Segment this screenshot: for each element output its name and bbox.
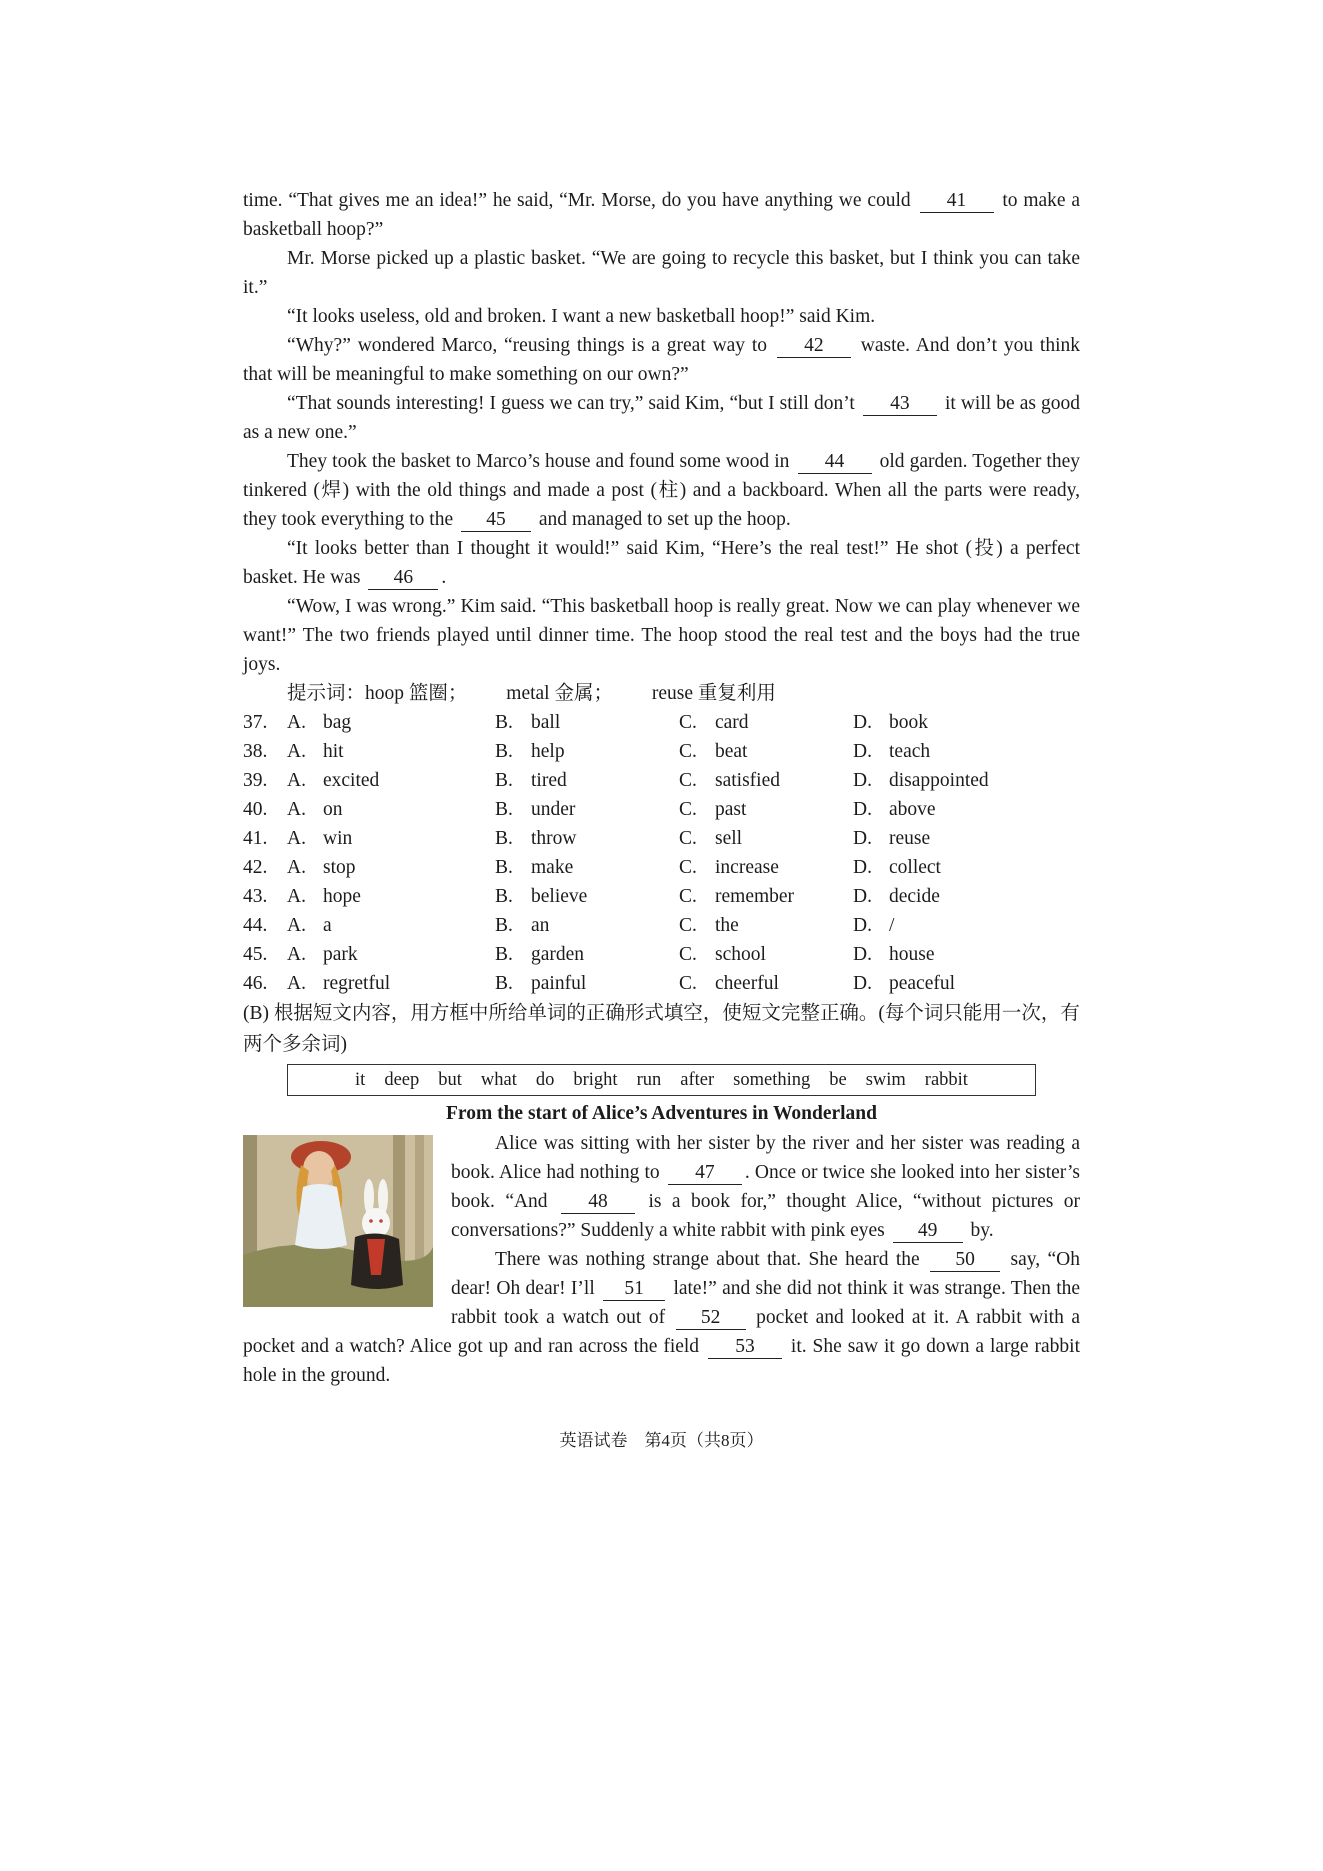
paragraph-text: is a book for,” thought Alice, “without pictures or conversations?” Suddenly a white rabbit with pink eyes: [451, 1191, 1080, 1241]
option-letter: D.: [853, 741, 872, 762]
question-row: [243, 969, 1080, 998]
answer-option[interactable]: [495, 708, 679, 737]
paragraph-text: “It looks better than I thought it would!” said Kim, “Here’s the real test!” He shot (投) a perfect basket. He was: [243, 538, 1080, 588]
blank-48[interactable]: 48: [561, 1191, 635, 1214]
option-text: school: [715, 944, 766, 965]
answer-option[interactable]: [287, 795, 495, 824]
answer-option[interactable]: [679, 969, 853, 998]
option-text: garden: [531, 944, 585, 965]
option-letter: B.: [495, 799, 513, 820]
paragraph-text: by.: [970, 1220, 994, 1241]
option-letter: A.: [287, 886, 306, 907]
answer-option[interactable]: [853, 882, 1023, 911]
question-number: 44.: [243, 915, 268, 936]
hint-item: hoop 篮圈；: [365, 683, 468, 704]
paragraph-text: “That sounds interesting! I guess we can try,” said Kim, “but I still don’t: [287, 393, 855, 414]
paragraph-text: old garden. Together they tinkered (焊) with the old things and made a post (柱) and a backboard. When all the parts were ready, they took everything to the: [243, 451, 1081, 530]
alice-and-rabbit-picture: [243, 1135, 433, 1307]
question-row: [243, 940, 1080, 969]
option-text: teach: [889, 741, 931, 762]
option-letter: A.: [287, 828, 306, 849]
question-row: [243, 795, 1080, 824]
blank-50[interactable]: 50: [930, 1249, 1000, 1272]
story-title: From the start of Alice’s Adventures in Wonderland: [446, 1103, 877, 1124]
passage-paragraph: “Wow, I was wrong.” Kim said. “This basketball hoop is really great. Now we can play whenever we want!” The two friends played until dinner time. The hoop stood the real test and the boys had the true joys.: [243, 596, 1080, 675]
option-letter: C.: [679, 712, 697, 733]
option-letter: C.: [679, 799, 697, 820]
option-letter: B.: [495, 770, 513, 791]
paragraph-text: waste. And don’t you think that will be meaningful to make something on our own?”: [243, 335, 1081, 385]
option-text: help: [531, 741, 565, 762]
option-text: satisfied: [715, 770, 780, 791]
question-list: [243, 708, 1080, 998]
option-text: /: [889, 915, 895, 936]
story-section: [243, 1129, 1080, 1390]
answer-option[interactable]: [853, 940, 1023, 969]
option-text: make: [531, 857, 574, 878]
paragraph-text: late!” and she did not think it was strange. Then the rabbit took a watch out of: [451, 1278, 1081, 1328]
paragraph-text: “Why?” wondered Marco, “reusing things is a great way to: [287, 335, 768, 356]
option-letter: B.: [495, 886, 513, 907]
word-box-word: be: [829, 1069, 847, 1090]
answer-option[interactable]: [679, 882, 853, 911]
word-box-word: swim: [865, 1069, 906, 1090]
paragraph-text: time. “That gives me an idea!” he said, “Mr. Morse, do you have anything we could: [243, 190, 911, 211]
option-letter: A.: [287, 857, 306, 878]
blank-43[interactable]: 43: [863, 393, 937, 416]
part-b-instruction: (B) 根据短文内容，用方框中所给单词的正确形式填空，使短文完整正确。(每个词只能用一次，有两个多余词): [243, 1003, 1080, 1055]
option-text: park: [323, 944, 358, 965]
hint-item: metal 金属；: [506, 683, 613, 704]
option-text: under: [531, 799, 576, 820]
option-letter: B.: [495, 915, 513, 936]
answer-option[interactable]: [287, 737, 495, 766]
word-box-word: rabbit: [924, 1069, 968, 1090]
question-number: 43.: [243, 886, 268, 907]
option-text: hope: [323, 886, 361, 907]
option-text: increase: [715, 857, 779, 878]
answer-option[interactable]: [287, 882, 495, 911]
option-text: reuse: [889, 828, 931, 849]
word-box-word: run: [636, 1069, 662, 1090]
blank-42[interactable]: 42: [777, 335, 851, 358]
option-text: a: [323, 915, 332, 936]
option-text: tired: [531, 770, 567, 791]
option-letter: D.: [853, 973, 872, 994]
hint-label: 提示词：: [287, 683, 366, 704]
paragraph-text: They took the basket to Marco’s house and found some wood in: [287, 451, 790, 472]
option-letter: C.: [679, 741, 697, 762]
answer-option[interactable]: [679, 911, 853, 940]
hint-words: [243, 679, 1080, 708]
option-letter: A.: [287, 770, 306, 791]
option-letter: C.: [679, 944, 697, 965]
blank-51[interactable]: 51: [603, 1278, 665, 1301]
passage-paragraph: Mr. Morse picked up a plastic basket. “We are going to recycle this basket, but I think you can take it.”: [243, 248, 1080, 298]
blank-52[interactable]: 52: [676, 1307, 746, 1330]
option-text: excited: [323, 770, 380, 791]
option-text: beat: [715, 741, 748, 762]
option-letter: D.: [853, 915, 872, 936]
option-letter: C.: [679, 828, 697, 849]
option-letter: B.: [495, 857, 513, 878]
option-text: above: [889, 799, 936, 820]
option-letter: D.: [853, 944, 872, 965]
question-number: 38.: [243, 741, 268, 762]
option-text: win: [323, 828, 353, 849]
option-text: on: [323, 799, 343, 820]
answer-option[interactable]: [495, 766, 679, 795]
option-letter: B.: [495, 973, 513, 994]
question-row: [243, 737, 1080, 766]
answer-option[interactable]: [495, 911, 679, 940]
answer-option[interactable]: [853, 969, 1023, 998]
page-footer: 英语试卷 第4页（共8页）: [559, 1431, 764, 1450]
paragraph-text: pocket and looked at it. A rabbit with a pocket and a watch? Alice got up and ran across the field: [243, 1307, 1080, 1357]
word-box-word: what: [480, 1069, 517, 1090]
option-letter: D.: [853, 857, 872, 878]
blank-46[interactable]: 46: [368, 567, 438, 590]
answer-option[interactable]: [679, 824, 853, 853]
answer-option[interactable]: [679, 940, 853, 969]
paragraph-text: .: [441, 567, 447, 588]
passage-paragraph: “It looks useless, old and broken. I want a new basketball hoop!” said Kim.: [287, 306, 876, 327]
paragraph-text: There was nothing strange about that. She heard the: [495, 1249, 920, 1270]
word-box-word: something: [733, 1069, 811, 1090]
paragraph-text: say, “Oh dear! Oh dear! I’ll: [451, 1249, 1081, 1299]
question-row: [243, 708, 1080, 737]
paragraph-text: it. She saw it go down a large rabbit hole in the ground.: [243, 1336, 1080, 1386]
option-letter: C.: [679, 973, 697, 994]
paragraph-text: and managed to set up the hoop.: [538, 509, 791, 530]
word-box-word: deep: [384, 1069, 420, 1090]
answer-option[interactable]: [679, 708, 853, 737]
option-letter: C.: [679, 857, 697, 878]
answer-option[interactable]: [679, 766, 853, 795]
paragraph-text: to make a basketball hoop?”: [243, 190, 1081, 240]
option-letter: A.: [287, 915, 306, 936]
question-row: [243, 766, 1080, 795]
option-letter: D.: [853, 712, 872, 733]
option-letter: B.: [495, 944, 513, 965]
option-letter: D.: [853, 770, 872, 791]
word-box-word: do: [535, 1069, 555, 1090]
passage-paragraph: [243, 389, 1080, 447]
option-text: believe: [531, 886, 588, 907]
option-text: ball: [531, 712, 561, 733]
option-text: throw: [531, 828, 577, 849]
exam-page: [243, 186, 1080, 1390]
answer-option[interactable]: [495, 882, 679, 911]
answer-option[interactable]: [287, 824, 495, 853]
option-text: hit: [323, 741, 344, 762]
passage-paragraph: [243, 186, 1080, 244]
blank-41[interactable]: 41: [920, 190, 994, 213]
answer-option[interactable]: [853, 824, 1023, 853]
option-text: card: [715, 712, 749, 733]
option-letter: D.: [853, 828, 872, 849]
word-box: [287, 1064, 1036, 1096]
option-text: house: [889, 944, 935, 965]
option-text: the: [715, 915, 739, 936]
question-row: [243, 911, 1080, 940]
option-text: regretful: [323, 973, 391, 994]
option-text: remember: [715, 886, 795, 907]
hint-item: reuse 重复利用: [651, 683, 776, 704]
answer-option[interactable]: [287, 940, 495, 969]
question-number: 40.: [243, 799, 268, 820]
question-row: [243, 882, 1080, 911]
answer-option[interactable]: [287, 853, 495, 882]
word-box-word: it: [355, 1069, 366, 1090]
answer-option[interactable]: [287, 708, 495, 737]
blank-45[interactable]: 45: [461, 509, 531, 532]
question-number: 37.: [243, 712, 268, 733]
question-row: [243, 853, 1080, 882]
option-letter: B.: [495, 741, 513, 762]
option-text: peaceful: [889, 973, 956, 994]
passage-paragraph: [243, 331, 1080, 389]
option-letter: C.: [679, 886, 697, 907]
option-letter: B.: [495, 828, 513, 849]
blank-44[interactable]: 44: [798, 451, 872, 474]
answer-option[interactable]: [679, 737, 853, 766]
option-letter: A.: [287, 741, 306, 762]
answer-option[interactable]: [853, 708, 1023, 737]
paragraph-text: it will be as good as a new one.”: [243, 393, 1081, 443]
passage-paragraph: [243, 447, 1080, 534]
question-row: [243, 824, 1080, 853]
blank-49[interactable]: 49: [893, 1220, 963, 1243]
answer-option[interactable]: [495, 824, 679, 853]
option-letter: C.: [679, 770, 697, 791]
option-letter: A.: [287, 973, 306, 994]
option-text: collect: [889, 857, 941, 878]
blank-47[interactable]: 47: [668, 1162, 742, 1185]
paragraph-text: Alice was sitting with her sister by the river and her sister was reading a book. Alice had nothing to: [451, 1133, 1080, 1183]
question-number: 41.: [243, 828, 268, 849]
option-text: sell: [715, 828, 743, 849]
answer-option[interactable]: [495, 795, 679, 824]
option-letter: A.: [287, 712, 306, 733]
word-box-word: but: [438, 1069, 462, 1090]
answer-option[interactable]: [679, 795, 853, 824]
question-number: 45.: [243, 944, 268, 965]
answer-option[interactable]: [853, 737, 1023, 766]
answer-option[interactable]: [287, 969, 495, 998]
question-number: 39.: [243, 770, 268, 791]
option-letter: A.: [287, 799, 306, 820]
option-text: an: [531, 915, 550, 936]
option-letter: D.: [853, 799, 872, 820]
option-text: book: [889, 712, 928, 733]
question-number: 46.: [243, 973, 268, 994]
option-letter: B.: [495, 712, 513, 733]
word-box-word: bright: [573, 1069, 618, 1090]
option-text: cheerful: [715, 973, 779, 994]
option-text: past: [715, 799, 747, 820]
option-text: disappointed: [889, 770, 989, 791]
passage-paragraph: [243, 534, 1080, 592]
answer-option[interactable]: [853, 795, 1023, 824]
answer-option[interactable]: [495, 940, 679, 969]
option-text: painful: [531, 973, 587, 994]
answer-option[interactable]: [679, 853, 853, 882]
option-letter: C.: [679, 915, 697, 936]
blank-53[interactable]: 53: [708, 1336, 782, 1359]
alice-illustration: [243, 1135, 433, 1307]
option-letter: A.: [287, 944, 306, 965]
option-text: decide: [889, 886, 940, 907]
answer-option[interactable]: [287, 766, 495, 795]
option-text: stop: [323, 857, 356, 878]
option-letter: D.: [853, 886, 872, 907]
answer-option[interactable]: [495, 969, 679, 998]
answer-option[interactable]: [287, 911, 495, 940]
answer-option[interactable]: [495, 853, 679, 882]
answer-option[interactable]: [853, 911, 1023, 940]
answer-option[interactable]: [853, 853, 1023, 882]
answer-option[interactable]: [495, 737, 679, 766]
question-number: 42.: [243, 857, 268, 878]
paragraph-text: . Once or twice she looked into her sister’s book. “And: [451, 1162, 1081, 1212]
answer-option[interactable]: [853, 766, 1023, 795]
option-text: bag: [323, 712, 352, 733]
word-box-word: after: [680, 1069, 715, 1090]
